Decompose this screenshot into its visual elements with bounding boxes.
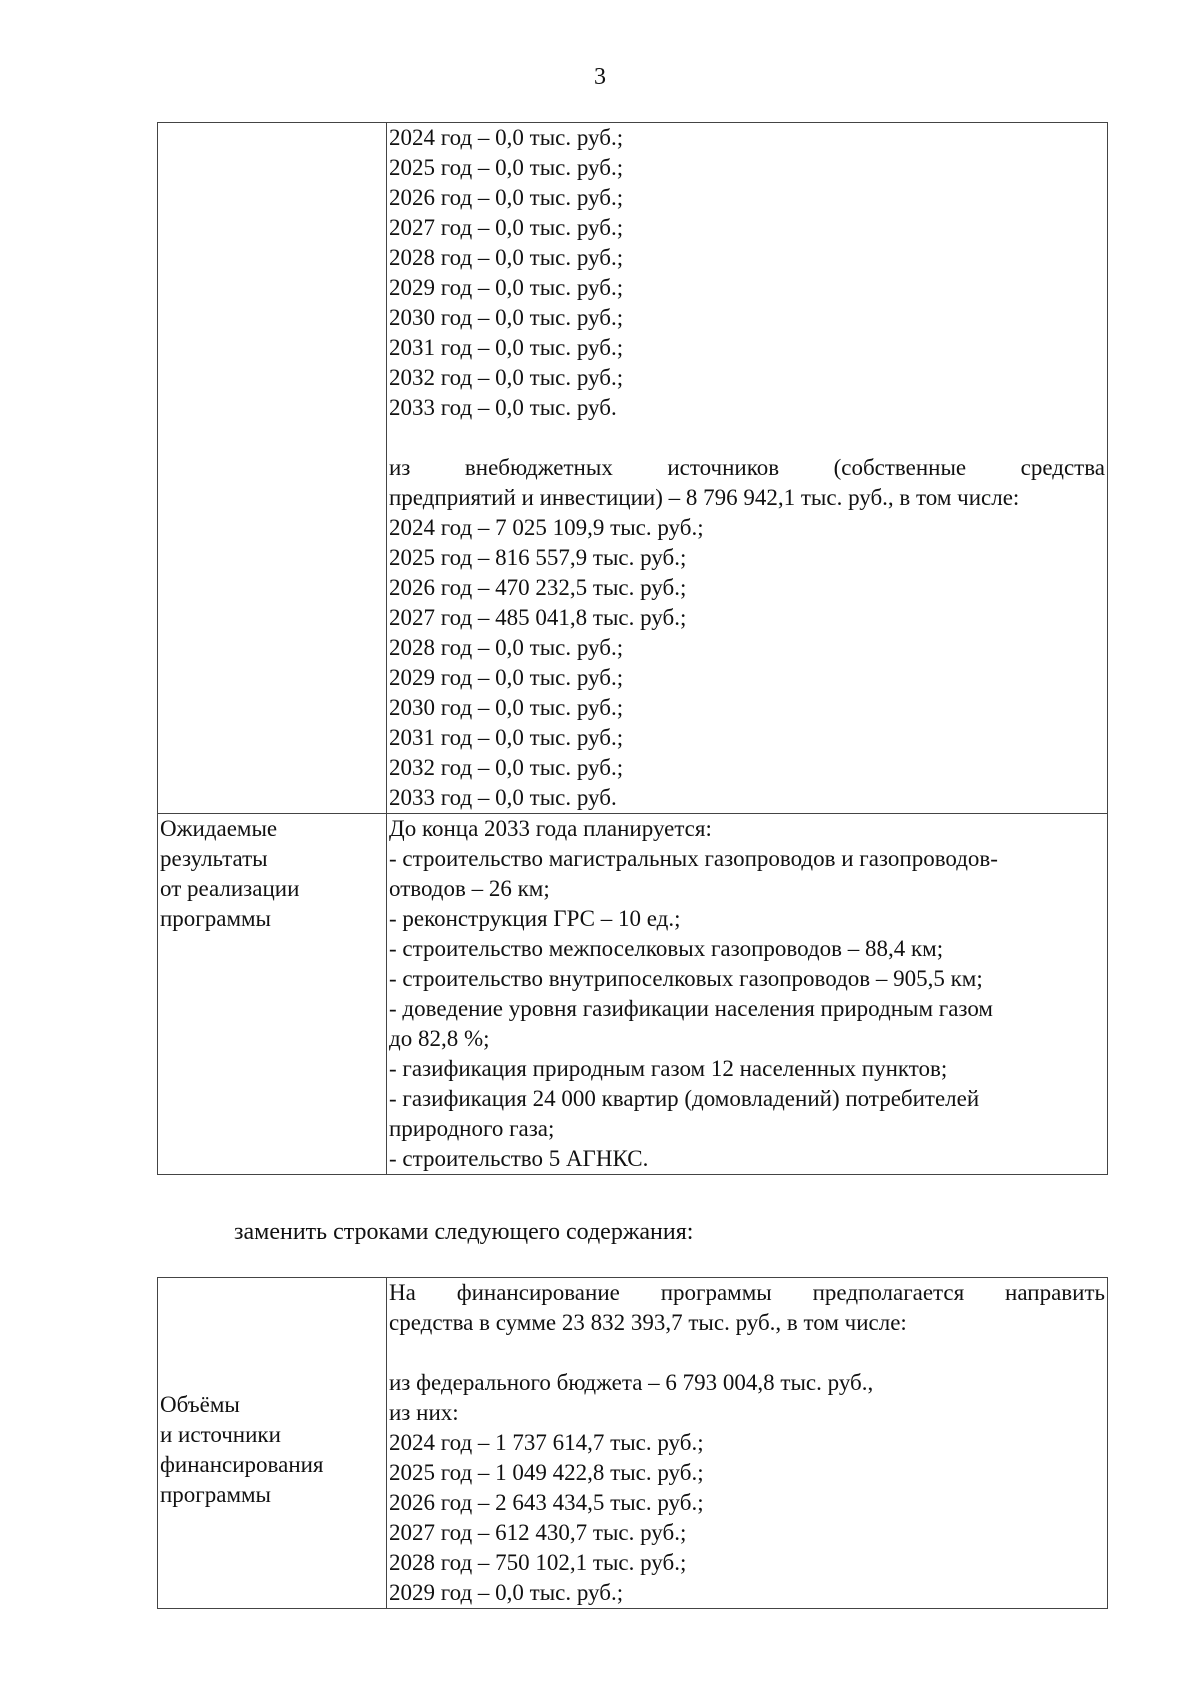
label-line: и источники — [160, 1422, 281, 1447]
year-line: 2028 год – 750 102,1 тыс. руб.; — [389, 1550, 687, 1575]
result-line: До конца 2033 года планируется: — [389, 816, 712, 841]
year-line: 2030 год – 0,0 тыс. руб.; — [389, 695, 624, 720]
financing-continuation-row — [158, 123, 1108, 814]
label-line: программы — [160, 1482, 272, 1507]
year-line: 2025 год – 1 049 422,8 тыс. руб.; — [389, 1460, 704, 1485]
result-line: - строительство магистральных газопроводов и газопроводов- — [389, 846, 998, 871]
year-line: 2027 год – 612 430,7 тыс. руб.; — [389, 1520, 687, 1545]
financing-intro-line1: На финансирование программы предполагается направить — [389, 1280, 1105, 1305]
financing-volumes-row — [158, 1278, 1108, 1609]
year-line: 2024 год – 7 025 109,9 тыс. руб.; — [389, 515, 704, 540]
federal-budget-line: из федерального бюджета – 6 793 004,8 тыс. руб., — [389, 1370, 874, 1395]
year-line: 2032 год – 0,0 тыс. руб.; — [389, 365, 624, 390]
year-line: 2032 год – 0,0 тыс. руб.; — [389, 755, 624, 780]
result-line: - строительство внутрипоселковых газопроводов – 905,5 км; — [389, 966, 983, 991]
result-line: - доведение уровня газификации населения природным газом — [389, 996, 993, 1021]
financing-label-cell — [158, 123, 387, 814]
year-line: 2031 год – 0,0 тыс. руб.; — [389, 335, 624, 360]
year-line: 2030 год – 0,0 тыс. руб.; — [389, 305, 624, 330]
year-line: 2028 год – 0,0 тыс. руб.; — [389, 245, 624, 270]
federal-budget-sub: из них: — [389, 1400, 459, 1425]
year-line: 2029 год – 0,0 тыс. руб.; — [389, 665, 624, 690]
year-line: 2031 год – 0,0 тыс. руб.; — [389, 725, 624, 750]
result-line: до 82,8 %; — [389, 1026, 490, 1051]
year-line: 2024 год – 1 737 614,7 тыс. руб.; — [389, 1430, 704, 1455]
year-line: 2026 год – 470 232,5 тыс. руб.; — [389, 575, 687, 600]
result-line: природного газа; — [389, 1116, 555, 1141]
expected-results-content-cell — [387, 814, 1108, 1175]
result-line: - газификация 24 000 квартир (домовладений) потребителей — [389, 1086, 980, 1111]
financing-content-cell — [387, 123, 1108, 814]
year-line: 2026 год – 0,0 тыс. руб.; — [389, 185, 624, 210]
year-line: 2028 год – 0,0 тыс. руб.; — [389, 635, 624, 660]
year-line: 2025 год – 0,0 тыс. руб.; — [389, 155, 624, 180]
regional-years-list — [389, 123, 1105, 423]
extrabudget-years-list — [389, 513, 1105, 813]
year-line: 2025 год – 816 557,9 тыс. руб.; — [389, 545, 687, 570]
label-line: программы — [160, 906, 272, 931]
label-line: финансирования — [160, 1452, 324, 1477]
extrabudget-heading-line2: предприятий и инвестиции) – 8 796 942,1 тыс. руб., в том числе: — [389, 485, 1020, 510]
year-line: 2033 год – 0,0 тыс. руб. — [389, 395, 617, 420]
year-line: 2029 год – 0,0 тыс. руб.; — [389, 275, 624, 300]
year-line: 2033 год – 0,0 тыс. руб. — [389, 785, 617, 810]
result-line: - газификация природным газом 12 населенных пунктов; — [389, 1056, 948, 1081]
program-passport-table-old — [157, 122, 1108, 1175]
label-line: Ожидаемые — [160, 816, 278, 841]
program-passport-table-new — [157, 1277, 1108, 1609]
extrabudget-heading-line1: из внебюджетных источников (собственные средства — [389, 455, 1105, 480]
financing-volumes-label-cell — [158, 1278, 387, 1609]
result-line: - строительство межпоселковых газопроводов – 88,4 км; — [389, 936, 944, 961]
label-line: Объёмы — [160, 1392, 240, 1417]
result-line: - реконструкция ГРС – 10 ед.; — [389, 906, 681, 931]
year-line: 2024 год – 0,0 тыс. руб.; — [389, 125, 624, 150]
year-line: 2029 год – 0,0 тыс. руб.; — [389, 1580, 624, 1605]
result-line: - строительство 5 АГНКС. — [389, 1146, 649, 1171]
page-number: 3 — [594, 64, 606, 90]
replacement-instruction: заменить строками следующего содержания: — [234, 1219, 694, 1245]
year-line: 2027 год – 0,0 тыс. руб.; — [389, 215, 624, 240]
year-line: 2027 год – 485 041,8 тыс. руб.; — [389, 605, 687, 630]
financing-volumes-content-cell — [387, 1278, 1108, 1609]
label-line: результаты — [160, 846, 268, 871]
label-line: от реализации — [160, 876, 300, 901]
result-line: отводов – 26 км; — [389, 876, 550, 901]
year-line: 2026 год – 2 643 434,5 тыс. руб.; — [389, 1490, 704, 1515]
expected-results-row — [158, 814, 1108, 1175]
financing-intro-line2: средства в сумме 23 832 393,7 тыс. руб., в том числе: — [389, 1310, 907, 1335]
expected-results-label-cell — [158, 814, 387, 1175]
